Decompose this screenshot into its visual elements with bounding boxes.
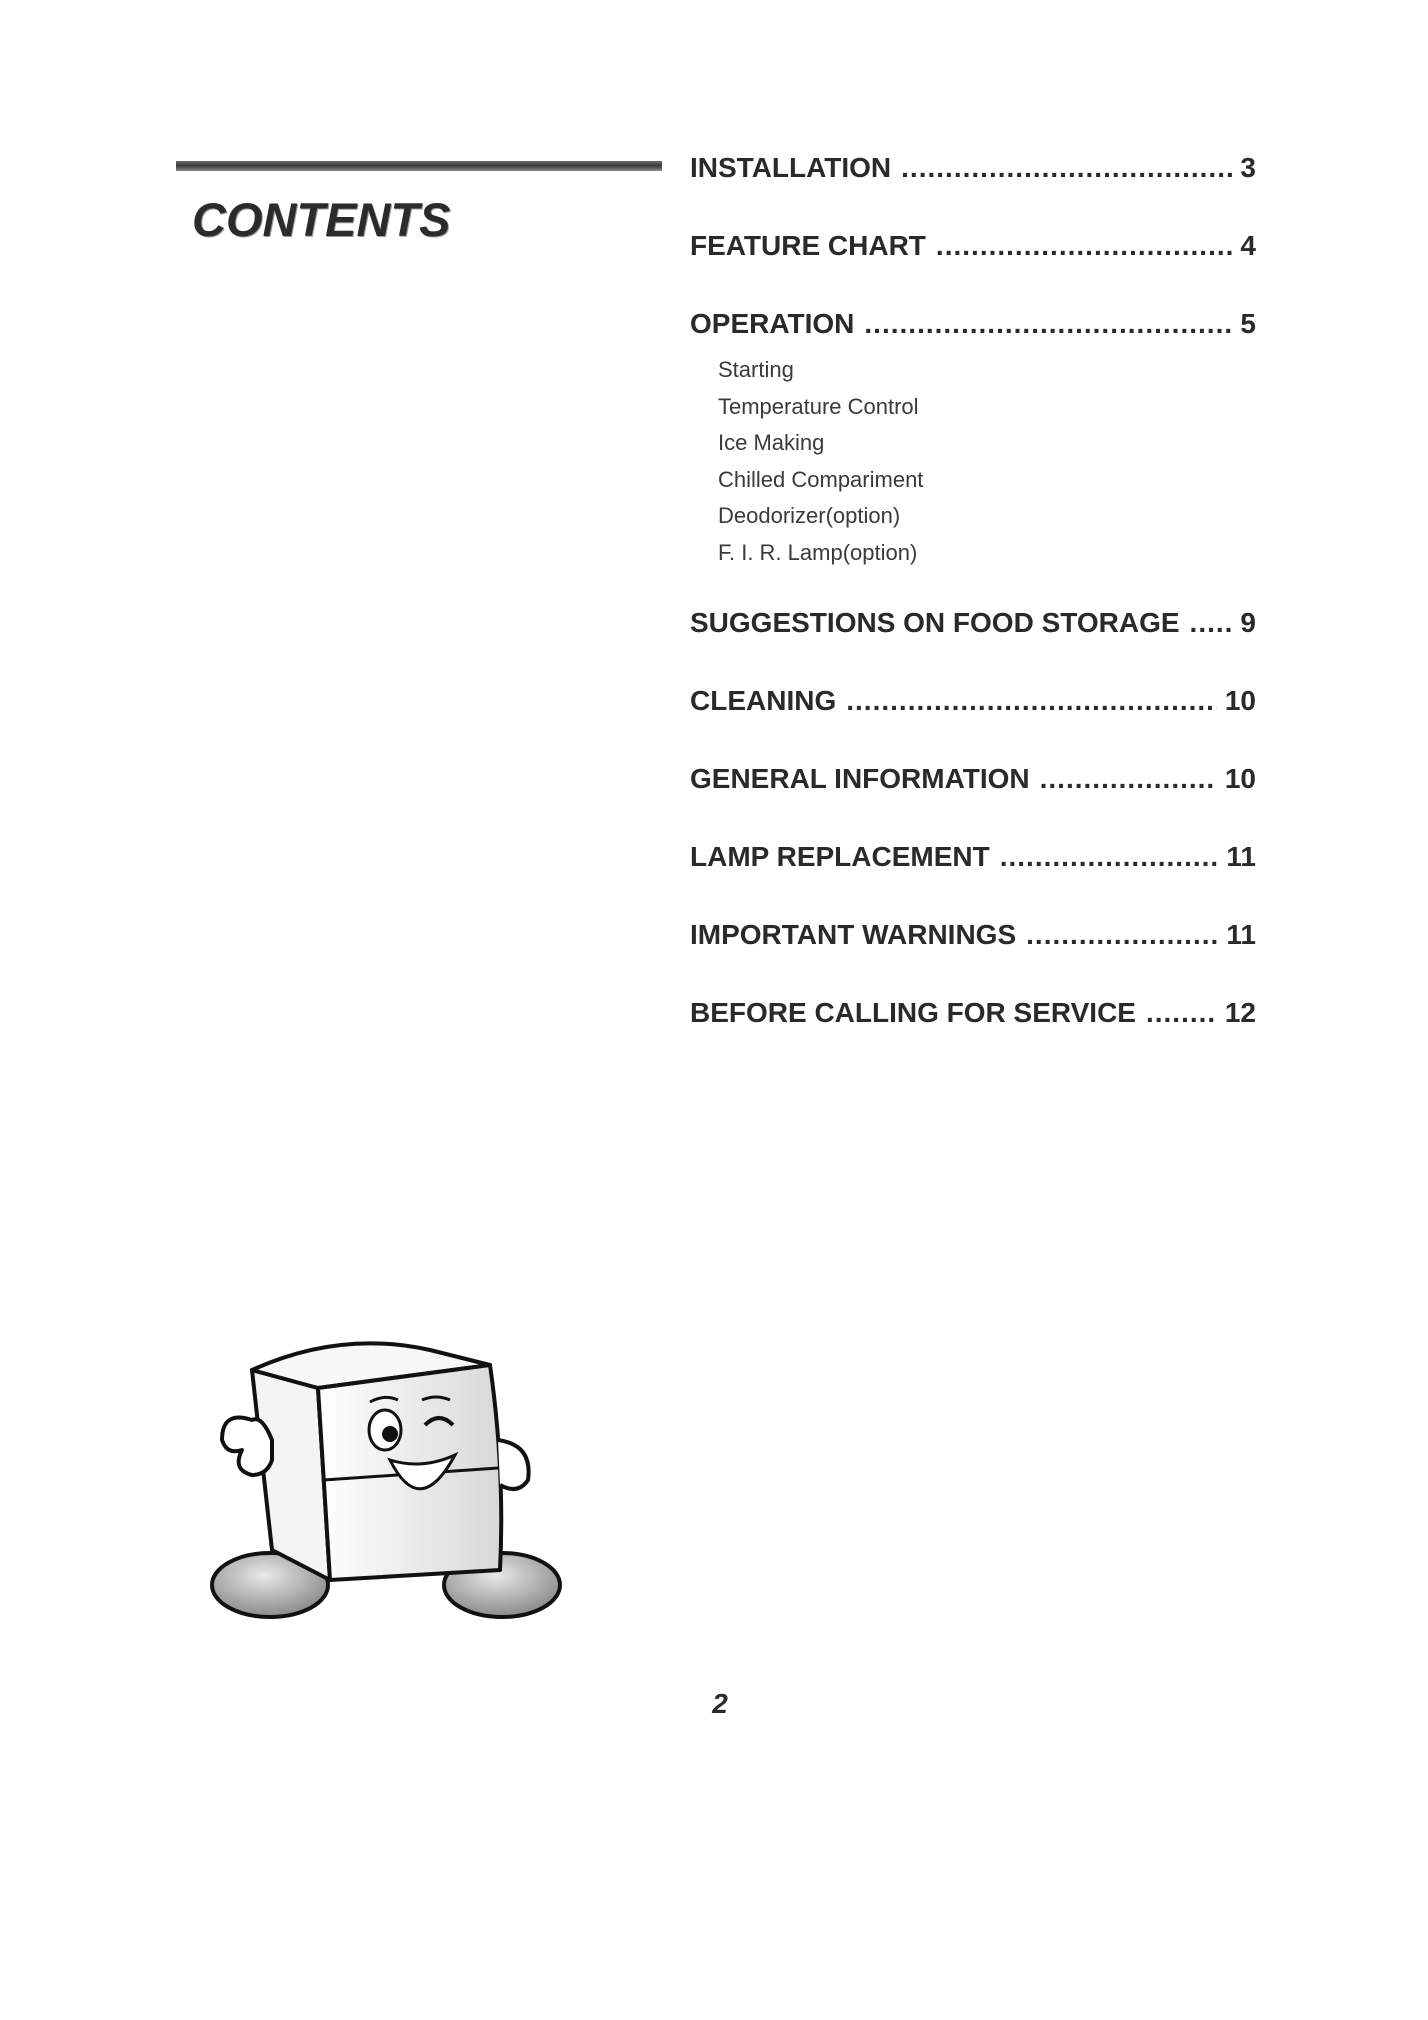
toc-entry-general-information[interactable]	[690, 763, 1256, 841]
toc-leader-dots	[1040, 763, 1217, 795]
toc-subitem-starting[interactable]: Starting	[718, 357, 794, 382]
toc-entry-important-warnings[interactable]	[690, 919, 1256, 997]
toc-entry-cleaning[interactable]	[690, 685, 1256, 763]
toc-entry-page: 9	[1240, 607, 1256, 638]
toc-entry-label: LAMP REPLACEMENT	[690, 841, 990, 872]
toc-entry-page: 4	[1240, 230, 1256, 261]
toc-entry-page: 11	[1226, 841, 1256, 872]
toc-subitems	[690, 352, 1256, 571]
title-rule	[176, 161, 662, 171]
toc-subitem-temperature-control[interactable]: Temperature Control	[718, 393, 919, 419]
toc-entry-food-storage[interactable]	[690, 607, 1256, 685]
toc-entry-label: GENERAL INFORMATION	[690, 763, 1030, 794]
refrigerator-mascot-icon	[200, 1330, 580, 1630]
toc-leader-dots	[846, 685, 1217, 717]
toc-subitem-ice-making[interactable]: Ice Making	[718, 430, 825, 455]
page-title: CONTENTS	[192, 193, 451, 246]
toc-subitem-deodorizer[interactable]: Deodorizer(option)	[718, 503, 901, 528]
toc-leader-dots	[1000, 841, 1219, 873]
toc-entry-page: 3	[1240, 152, 1256, 183]
toc-entry-label: FEATURE CHART	[690, 230, 926, 261]
toc-leader-dots	[1190, 607, 1233, 639]
toc-entry-page: 10	[1224, 685, 1256, 716]
toc-entry-label: BEFORE CALLING FOR SERVICE	[690, 997, 1136, 1028]
page-number: 2	[712, 1688, 728, 1719]
toc-entry-feature-chart[interactable]	[690, 230, 1256, 308]
toc-entry-before-calling-service[interactable]	[690, 997, 1256, 1075]
toc-entry-lamp-replacement[interactable]	[690, 841, 1256, 919]
toc-entry-operation[interactable]	[690, 308, 1256, 607]
toc-entry-installation[interactable]	[690, 152, 1256, 230]
toc-entry-label: INSTALLATION	[690, 152, 892, 183]
toc-subitem-chilled-compartment[interactable]: Chilled Compariment	[718, 466, 924, 492]
toc-entry-label: CLEANING	[690, 685, 837, 716]
toc-entry-page: 12	[1224, 997, 1256, 1028]
toc-leader-dots	[864, 308, 1232, 340]
toc-entry-label: IMPORTANT WARNINGS	[690, 919, 1017, 950]
toc-subitem-fir-lamp[interactable]: F. I. R. Lamp(option)	[718, 539, 918, 565]
table-of-contents	[690, 152, 1256, 1075]
toc-entry-label: SUGGESTIONS ON FOOD STORAGE	[690, 607, 1180, 638]
toc-entry-page: 11	[1226, 919, 1256, 950]
toc-leader-dots	[936, 230, 1233, 262]
toc-leader-dots	[901, 152, 1232, 184]
toc-leader-dots	[1146, 997, 1217, 1029]
toc-leader-dots	[1026, 919, 1218, 951]
toc-entry-label: OPERATION	[690, 308, 855, 339]
toc-entry-page: 5	[1240, 308, 1256, 339]
toc-entry-page: 10	[1224, 763, 1256, 794]
